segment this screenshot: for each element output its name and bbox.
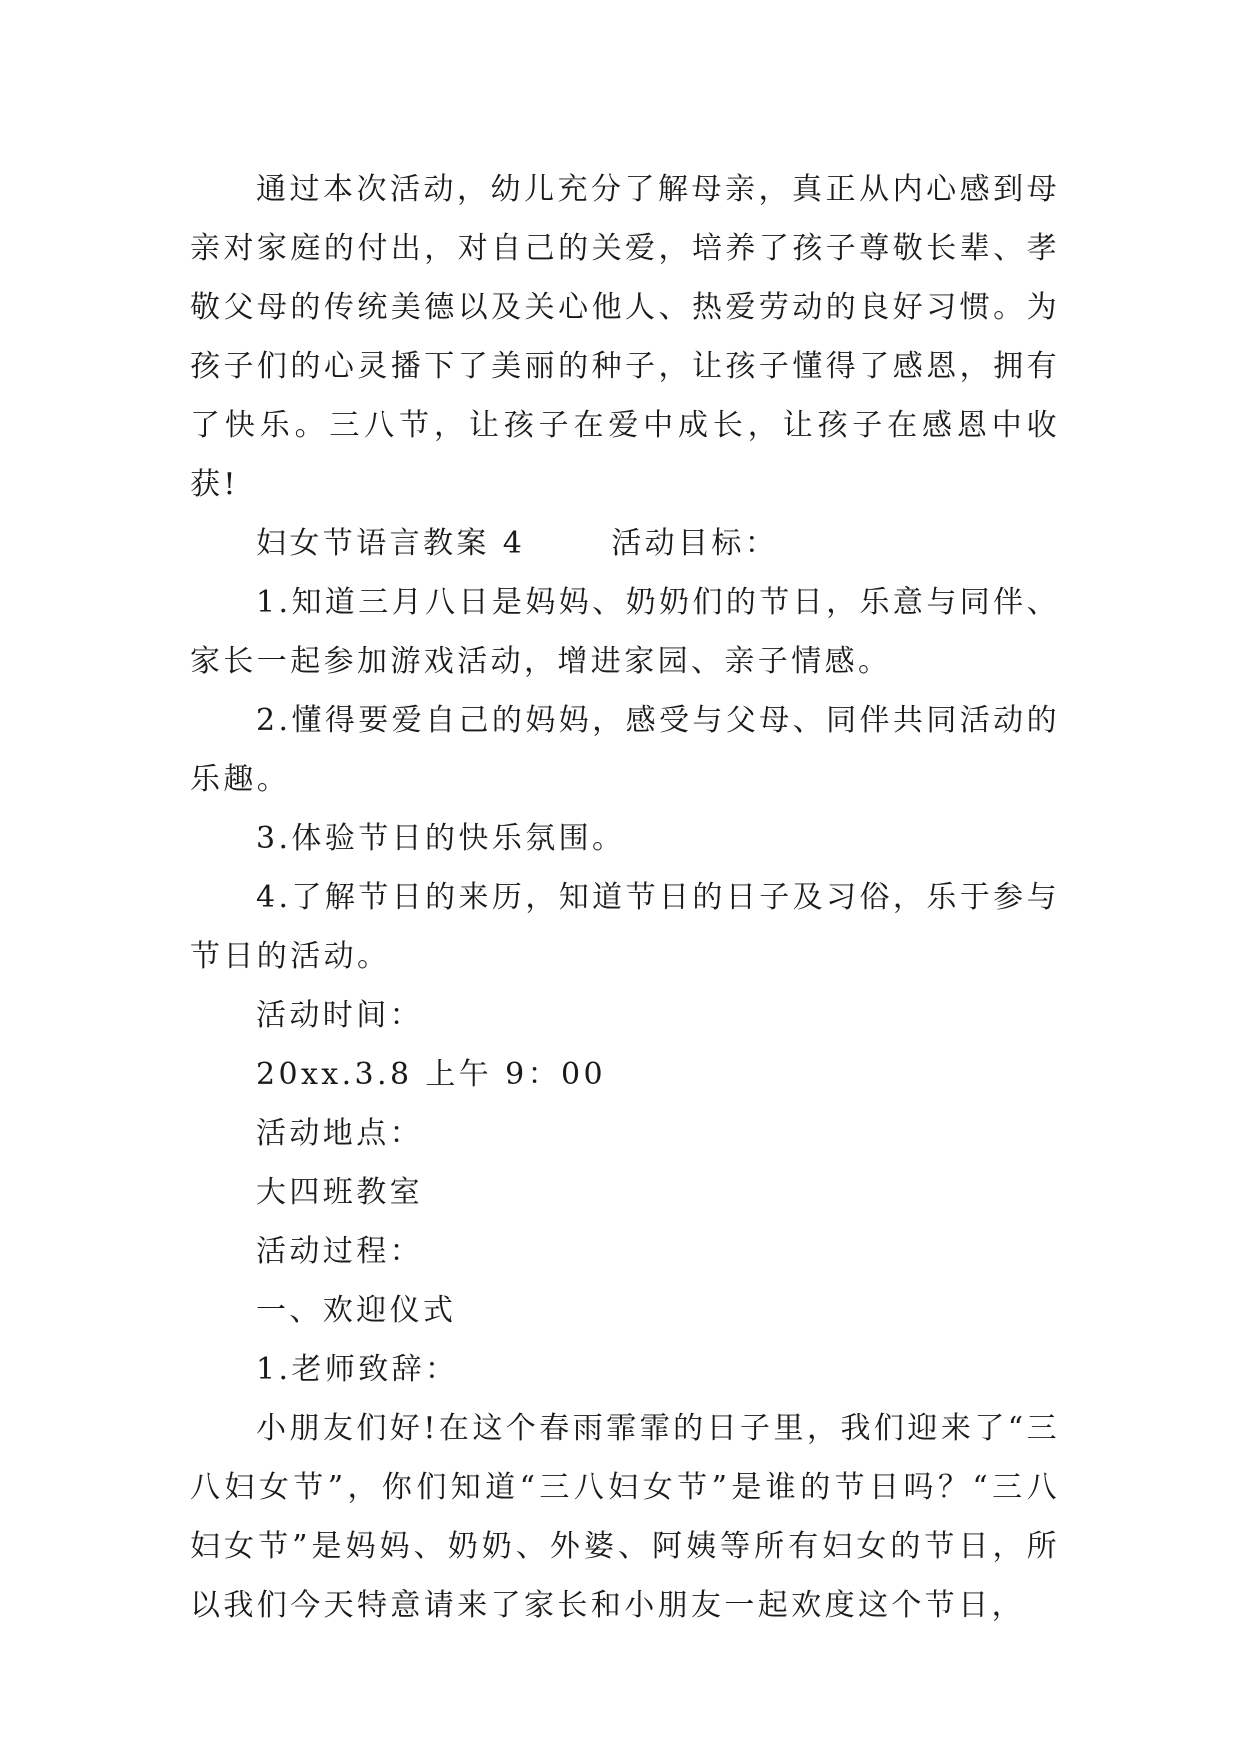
time-label: 活动时间： [256,998,423,1033]
location-value: 大四班教室 [256,1175,423,1210]
heading-subtitle: 活动目标： [611,526,779,561]
goal-item-2: 2.懂得要爱自己的妈妈，感受与父母、同伴共同活动的乐趣。 [190,703,1060,797]
teacher-speech-text: 小朋友们好!在这个春雨霏霏的日子里，我们迎来了“三八妇女节”，你们知道“三八妇女节”是谁的节日吗？“三八妇女节”是妈妈、奶奶、外婆、阿姨等所有妇女的节日，所以我们今天特意请来了家长和小朋友一起欢度这个节日， [190,1411,1060,1623]
location-label: 活动地点： [256,1116,423,1151]
process-label: 活动过程： [256,1234,423,1269]
section-heading [190,514,1060,573]
paragraph-summary: 通过本次活动，幼儿充分了解母亲，真正从内心感到母亲对家庭的付出，对自己的关爱，培养了孩子尊敬长辈、孝敬父母的传统美德以及关心他人、热爱劳动的良好习惯。为孩子们的心灵播下了美丽的种子，让孩子懂得了感恩，拥有了快乐。三八节，让孩子在爱中成长，让孩子在感恩中收获! [190,172,1060,502]
process-step-1: 一、欢迎仪式 [256,1293,457,1328]
teacher-speech-label: 1.老师致辞： [256,1352,459,1387]
document-body [190,160,1060,1635]
time-value: 20xx.3.8 上午 9：00 [256,1057,606,1092]
goal-item-4: 4.了解节日的来历，知道节日的日子及习俗，乐于参与节日的活动。 [190,880,1060,974]
goal-item-1: 1.知道三月八日是妈妈、奶奶们的节日，乐意与同伴、家长一起参加游戏活动，增进家园、亲子情感。 [190,585,1060,679]
goal-item-3: 3.体验节日的快乐氛围。 [256,821,626,856]
heading-title: 妇女节语言教案 4 [256,526,526,561]
